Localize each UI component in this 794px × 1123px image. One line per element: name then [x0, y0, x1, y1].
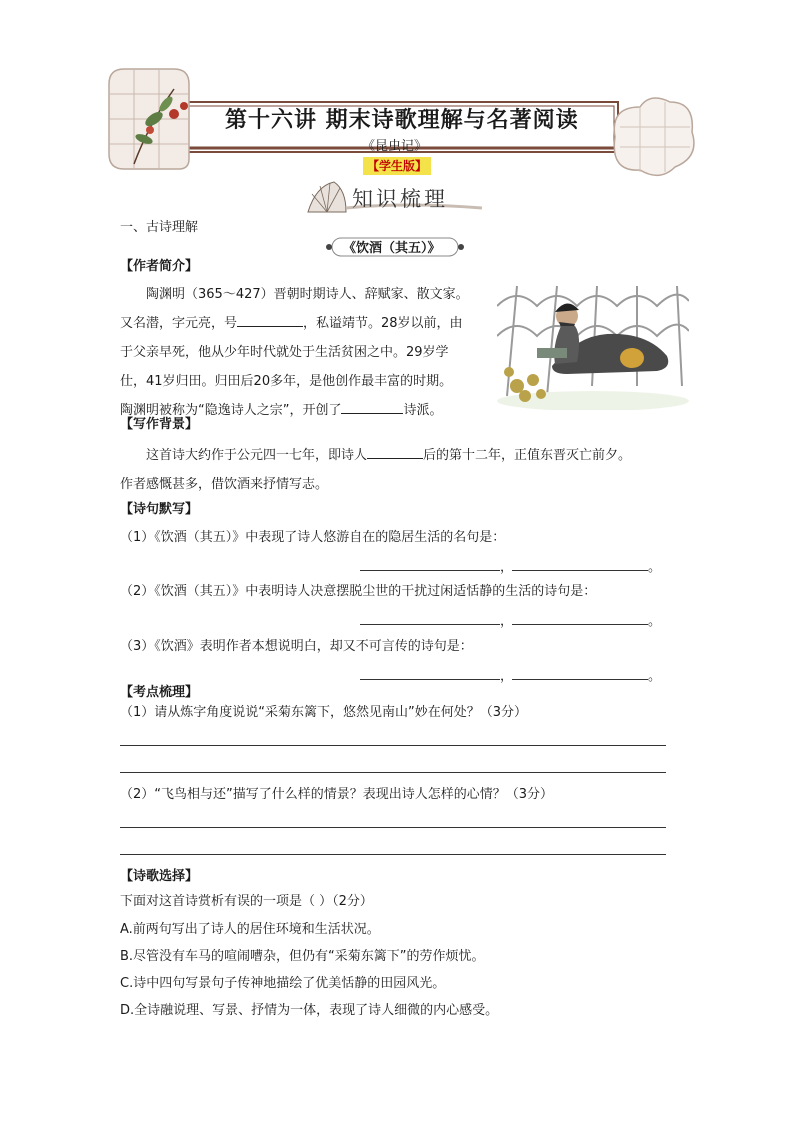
comma-3: ，	[500, 669, 514, 684]
answer-line-exam-2a[interactable]	[120, 827, 666, 828]
comma-2: ，	[500, 614, 514, 629]
background-line-2: 作者感慨甚多，借饮酒来抒情写志。	[120, 477, 329, 492]
author-line-2	[120, 309, 495, 338]
answer-line-3a[interactable]	[360, 669, 500, 680]
dictation-q2: （2）《饮酒（其五）》中表明诗人决意摆脱尘世的干扰过闲适恬静的生活的诗句是：	[120, 584, 597, 599]
page-subtitle: 《昆虫记》	[362, 139, 428, 154]
background-line-1	[120, 441, 680, 470]
background-text	[120, 441, 680, 499]
dictation-q1: （1）《饮酒（其五）》中表现了诗人悠游自在的隐居生活的名句是：	[120, 530, 506, 545]
answer-line-1a[interactable]	[360, 560, 500, 571]
fill-blank-hao[interactable]	[237, 312, 303, 327]
comma-1: ，	[500, 560, 514, 575]
choice-option-a[interactable]: A.前两句写出了诗人的居住环境和生活状况。	[120, 922, 380, 937]
cloud-frame-right	[600, 92, 700, 182]
author-line-3: 于父亲早死，他从少年时代就处于生活贫困之中。29岁学	[120, 345, 449, 360]
part-heading: 一、古诗理解	[120, 220, 199, 235]
answer-line-3b[interactable]	[512, 669, 648, 680]
choice-option-c[interactable]: C.诗中四句写景句子传神地描绘了优美恬静的田园风光。	[120, 976, 446, 991]
author-text	[120, 280, 495, 425]
period-3: 。	[648, 669, 662, 684]
poem-title: 《饮酒（其五）》	[343, 241, 441, 256]
exam-q1: （1）请从炼字角度说说“采菊东篱下，悠然见南山”妙在何处？（3分）	[120, 705, 528, 720]
answer-line-exam-1b[interactable]	[120, 772, 666, 773]
background-line-1b: 后的第十二年，正值东晋灭亡前夕。	[423, 448, 632, 463]
author-line-2a: 又名潜，字元亮，号	[120, 316, 238, 331]
author-heading: 【作者简介】	[120, 259, 199, 274]
background-line-1a: 这首诗大约作于公元四一七年，即诗人	[146, 448, 368, 463]
background-heading: 【写作背景】	[120, 417, 199, 432]
exam-q2: （2）“飞鸟相与还”描写了什么样的情景？表现出诗人怎样的心情？（3分）	[120, 787, 554, 802]
answer-line-2b[interactable]	[512, 614, 648, 625]
fill-blank-school[interactable]	[341, 399, 403, 414]
poet-illustration	[497, 276, 689, 410]
choice-option-b[interactable]: B.尽管没有车马的喧闹嘈杂，但仍有“采菊东篱下”的劳作烦忧。	[120, 949, 485, 964]
author-line-5b: 诗派。	[403, 403, 443, 418]
choice-option-d[interactable]: D.全诗融说理、写景、抒情为一体，表现了诗人细微的内心感受。	[120, 1003, 499, 1018]
author-line-5a: 陶渊明被称为“隐逸诗人之宗”，开创了	[120, 403, 342, 418]
answer-line-exam-2b[interactable]	[120, 854, 666, 855]
section-title: 知识梳理	[352, 187, 448, 211]
dictation-q3: （3）《饮酒》表明作者本想说明白，却又不可言传的诗句是：	[120, 639, 473, 654]
author-line-2b: ，私谥靖节。28岁以前，由	[303, 316, 463, 331]
period-1: 。	[648, 560, 662, 575]
author-line-4: 仕，41岁归田。归田后20多年，是他创作最丰富的时期。	[120, 374, 453, 389]
fill-blank-event[interactable]	[367, 444, 423, 459]
student-edition-badge: 【学生版】	[363, 157, 431, 175]
page-title: 第十六讲 期末诗歌理解与名著阅读	[225, 107, 579, 133]
dictation-heading: 【诗句默写】	[120, 502, 199, 517]
answer-line-exam-1a[interactable]	[120, 745, 666, 746]
answer-line-1b[interactable]	[512, 560, 648, 571]
author-line-1: 陶渊明（365～427）晋朝时期诗人、辞赋家、散文家。	[146, 287, 469, 302]
answer-line-2a[interactable]	[360, 614, 500, 625]
choice-stem: 下面对这首诗赏析有误的一项是（ ）（2分）	[120, 894, 373, 909]
lattice-window-left	[104, 64, 194, 174]
period-2: 。	[648, 614, 662, 629]
choice-heading: 【诗歌选择】	[120, 869, 199, 884]
exam-heading: 【考点梳理】	[120, 685, 199, 700]
